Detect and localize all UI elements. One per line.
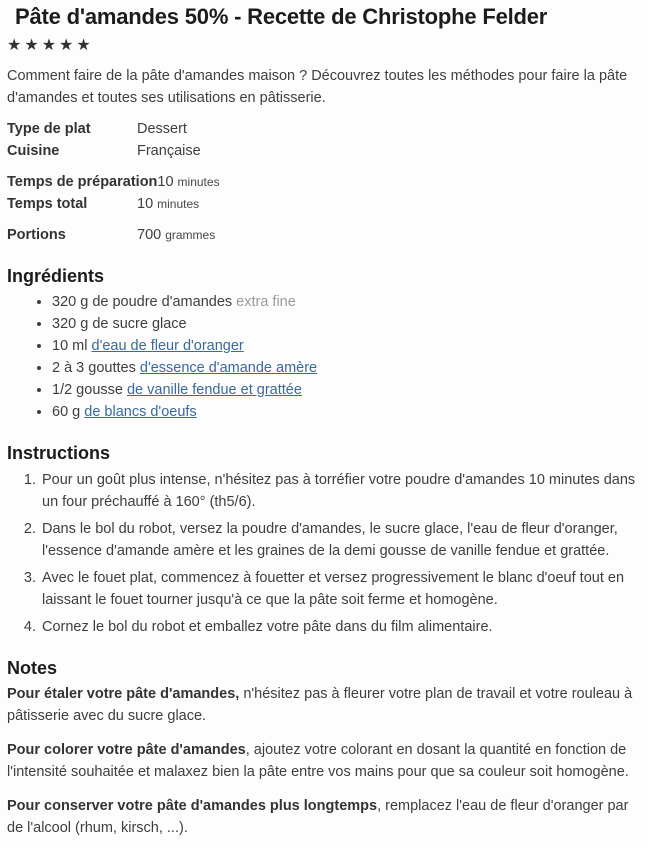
meta-row-temps-preparation bbox=[7, 171, 639, 193]
meta-value: 10 bbox=[157, 174, 174, 190]
recipe-meta bbox=[7, 118, 639, 246]
meta-group-portions bbox=[7, 224, 639, 246]
ingredient-note: extra fine bbox=[236, 294, 296, 310]
ingredient-amount: 60 g bbox=[52, 404, 81, 420]
meta-unit: grammes bbox=[165, 228, 216, 242]
instruction-step: 1. Pour un goût plus intense, n'hésitez pas à torréfier votre poudre d'amandes 10 minutes dans un four préchauffé à 160° (th5/6). bbox=[40, 469, 639, 513]
instruction-step: 4. Cornez le bol du robot et emballez votre pâte dans du film alimentaire. bbox=[40, 616, 639, 638]
ingredients-heading: Ingrédients bbox=[7, 266, 105, 286]
recipe-description: Comment faire de la pâte d'amandes maison ? Découvrez toutes les méthodes pour faire la pâte d'amandes et toutes ses utilisations en pâtisserie. bbox=[7, 68, 628, 106]
note-text: , remplacez l'eau de fleur d'oranger par de l'alcool (rhum, kirsch, ...). bbox=[7, 798, 629, 836]
rating-stars[interactable]: ★★★★★ bbox=[7, 37, 94, 54]
ingredient-item bbox=[52, 379, 639, 401]
meta-label: Portions bbox=[7, 227, 66, 243]
meta-row-cuisine bbox=[7, 140, 639, 162]
meta-label: Cuisine bbox=[7, 143, 60, 159]
ingredient-item bbox=[52, 401, 639, 423]
note-item bbox=[7, 739, 639, 783]
meta-label: Temps de préparation bbox=[7, 174, 158, 190]
meta-unit: minutes bbox=[177, 175, 220, 189]
ingredient-amount: 320 g de poudre d'amandes bbox=[52, 294, 233, 310]
meta-value: Française bbox=[137, 143, 201, 159]
meta-unit: minutes bbox=[157, 197, 200, 211]
meta-row-type-de-plat bbox=[7, 118, 639, 140]
recipe-title: Pâte d'amandes 50% - Recette de Christophe Felder bbox=[15, 4, 548, 29]
instructions-list bbox=[7, 469, 639, 638]
ingredient-item bbox=[52, 357, 639, 379]
notes-heading: Notes bbox=[7, 658, 58, 678]
meta-label: Type de plat bbox=[7, 121, 91, 137]
meta-value: 700 bbox=[137, 227, 162, 243]
instruction-step: 2. Dans le bol du robot, versez la poudre d'amandes, le sucre glace, l'eau de fleur d'oranger, l'essence d'amande amère et les graines de la demi gousse de vanille fendue et grattée. bbox=[40, 518, 639, 562]
meta-group-times bbox=[7, 171, 639, 215]
note-lead: Pour étaler votre pâte d'amandes, bbox=[7, 686, 240, 702]
ingredient-amount: 2 à 3 gouttes bbox=[52, 360, 136, 376]
instructions-heading: Instructions bbox=[7, 443, 111, 463]
ingredient-link[interactable]: de blancs d'oeufs bbox=[84, 404, 197, 420]
note-lead: Pour conserver votre pâte d'amandes plus longtemps bbox=[7, 798, 378, 814]
note-text: , ajoutez votre colorant en dosant la quantité en fonction de l'intensité souhaitée et malaxez bien la pâte entre vos mains pour que sa couleur soit homogène. bbox=[7, 742, 629, 780]
instruction-step: 3. Avec le fouet plat, commencez à fouetter et versez progressivement le blanc d'oeuf tout en laissant le fouet tourner jusqu'à ce que la pâte soit ferme et homogène. bbox=[40, 567, 639, 611]
note-text: n'hésitez pas à fleurer votre plan de travail et votre rouleau à pâtisserie avec du sucre glace. bbox=[7, 686, 633, 724]
ingredient-amount: 10 ml bbox=[52, 338, 88, 354]
note-item bbox=[7, 683, 639, 727]
ingredient-link[interactable]: de vanille fendue et grattée bbox=[126, 382, 302, 398]
ingredient-item bbox=[52, 291, 639, 313]
meta-label: Temps total bbox=[7, 196, 88, 212]
ingredient-link[interactable]: d'essence d'amande amère bbox=[139, 360, 318, 376]
meta-row-temps-total bbox=[7, 193, 639, 215]
ingredient-item bbox=[52, 335, 639, 357]
note-lead: Pour colorer votre pâte d'amandes bbox=[7, 742, 246, 758]
meta-value: 10 bbox=[137, 196, 154, 212]
ingredient-amount: 320 g de sucre glace bbox=[52, 316, 187, 332]
meta-value: Dessert bbox=[137, 121, 187, 137]
ingredient-amount: 1/2 gousse bbox=[52, 382, 123, 398]
meta-row-portions bbox=[7, 224, 639, 246]
notes-section bbox=[7, 683, 639, 839]
note-item bbox=[7, 795, 639, 839]
ingredient-link[interactable]: d'eau de fleur d'oranger bbox=[91, 338, 244, 354]
ingredients-list bbox=[7, 291, 639, 423]
meta-group-dish bbox=[7, 118, 639, 162]
ingredient-item bbox=[52, 313, 639, 335]
